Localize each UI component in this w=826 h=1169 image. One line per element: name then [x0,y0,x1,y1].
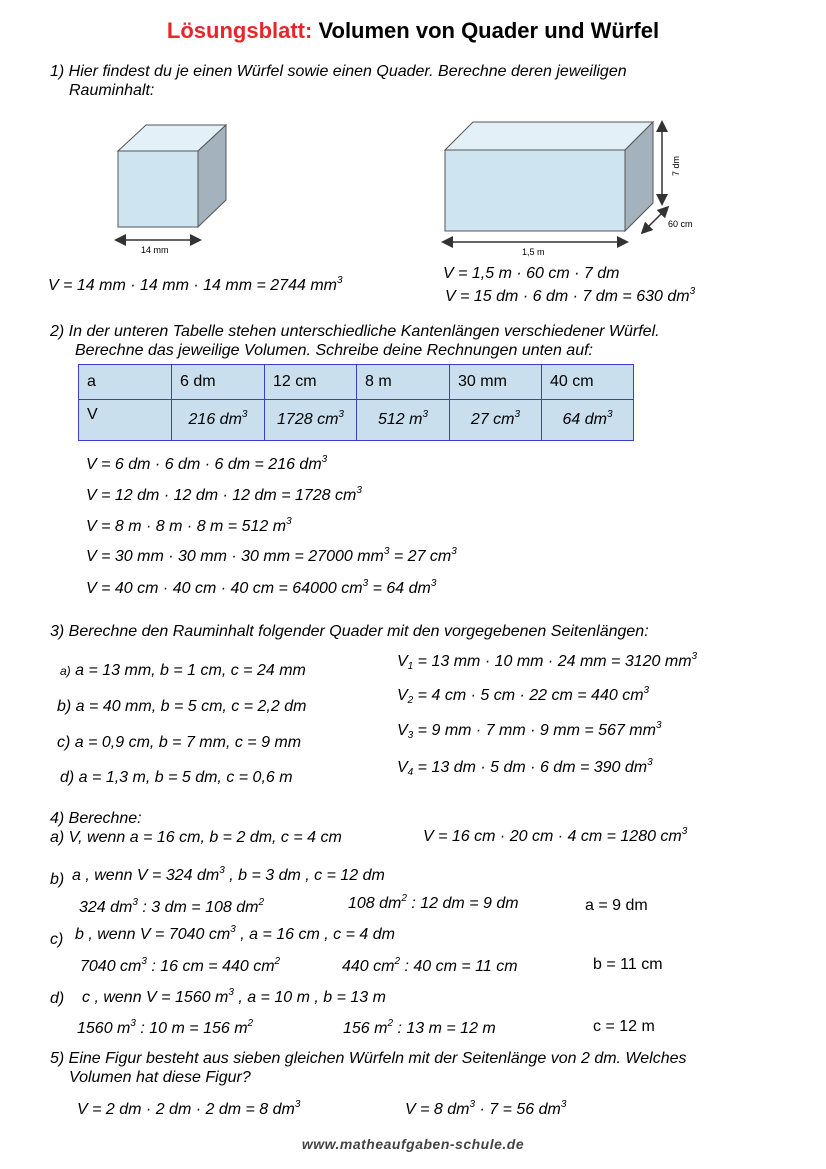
footer-website: www.matheaufgaben-schule.de [301,1136,525,1152]
task4-b-step1: 324 $dm^3$ : 3 dm = 108 $dm^2$ [79,897,265,916]
task4-heading: 4) Berechne: [50,810,142,827]
task3-heading: 3) Berechne den Rauminhalt folgender Quader mit den vorgegebenen Seitenlängen: [50,623,649,640]
task2-calc-2: V = 12 dm · 12 dm · 12 dm = 1728 $cm^3$ [86,485,362,504]
task4-d-result: c = 12 m [593,1018,655,1035]
task1-figures [0,0,826,320]
task4-a-text: a) V, wenn a = 16 cm, b = 2 dm, c = 4 cm [50,829,342,846]
table-row-volumes [79,400,634,441]
task4-c-result: b = 11 cm [593,956,663,973]
task4-d-label: d) [50,990,65,1007]
task1-line1: 1) Hier findest du je einen Würfel sowie einen Quader. Berechne deren jeweiligen [50,63,627,80]
task4-b-text: a , wenn V = 324 $dm^3$ , b = 3 dm , c = 12 dm [72,865,385,884]
task2-calc-5: V = 40 cm · 40 cm · 40 cm = 64000 $cm^3 = 64$ $dm^3$ [86,578,437,597]
task3-solution-1: $V_1 = 13$ mm · 10 mm · 24 mm = 3120 $mm^3$ [397,651,698,672]
cube-figure [118,125,226,255]
table-cell: 8 m [357,365,450,400]
box-length-label: 1,5 m [522,247,545,257]
task4-c-step1: 7040 $cm^3$ : 16 cm = 440 $cm^2$ [80,956,281,975]
task3-item-a: a) a = 13 mm, b = 1 cm, c = 24 mm [60,662,306,679]
box-figure [445,122,693,257]
title-main: Volumen von Quader und Würfel [318,18,660,43]
table-cell: 512 $m^3$ [357,400,450,441]
table-cell: 64 $dm^3$ [542,400,634,441]
task4-c-label: c) [50,931,64,948]
task4-b-step2: 108 $dm^2$ : 12 dm = 9 dm [348,893,519,912]
task4-c-step2: 440 $cm^2$ : 40 cm = 11 cm [342,956,518,975]
table-cell: 12 cm [265,365,357,400]
task5-solution-1: V = 2 dm · 2 dm · 2 dm = 8 $dm^3$ [77,1099,301,1118]
task4-a-solution: V = 16 cm · 20 cm · 4 cm = 1280 $cm^3$ [423,826,688,845]
table-cell: 30 mm [450,365,542,400]
task2-calc-1: V = 6 dm · 6 dm · 6 dm = 216 $dm^3$ [86,454,328,473]
task3-item-c: c) a = 0,9 cm, b = 7 mm, c = 9 mm [57,734,302,751]
task5-solution-2: V = 8 $dm^3 \cdot 7 = 56$ $dm^3$ [405,1099,567,1118]
box-depth-arrow [645,210,665,230]
task3-item-b: b) a = 40 mm, b = 5 cm, c = 2,2 dm [57,698,307,715]
table-cell: a [79,365,172,400]
task3-solution-2: $V_2 = 4$ cm · 5 cm · 22 cm = 440 $cm^3$ [397,685,650,706]
task4-c-text: b , wenn V = 7040 $cm^3$ , a = 16 cm , c = 4 dm [75,924,395,943]
task1-cube-solution: V = 14 mm · 14 mm · 14 mm = 2744 $mm^3$ [48,275,343,294]
task2-calc-3: V = 8 m · 8 m · 8 m = 512 $m^3$ [86,516,292,535]
task4-b-result: a = 9 dm [585,897,648,914]
table-cell: V [79,400,172,441]
box-height-label: 7 dm [671,155,681,176]
task2-calc-4: V = 30 mm · 30 mm · 30 mm = 27000 $mm^3 = 27$ $cm^3$ [86,546,457,565]
table-cell: 1728 $cm^3$ [265,400,357,441]
task4-d-step1: 1560 $m^3$ : 10 m = 156 $m^2$ [77,1018,254,1037]
task2-line1: 2) In der unteren Tabelle stehen unterschiedliche Kantenlängen verschiedener Würfel. [50,323,660,340]
task1-line2: Rauminhalt: [69,82,155,99]
task4-d-step2: 156 $m^2$ : 13 m = 12 m [343,1018,496,1037]
task4-b-label: b) [50,871,65,888]
task3-item-d: d) a = 1,3 m, b = 5 dm, c = 0,6 m [60,769,293,786]
title-prefix: Lösungsblatt: [166,18,313,43]
task1-box-solution-2: V = 15 dm · 6 dm · 7 dm = 630 $dm^3$ [445,286,696,305]
task3-solution-3: $V_3 = 9$ mm · 7 mm · 9 mm = 567 $mm^3$ [397,720,662,741]
task5-line2: Volumen hat diese Figur? [69,1069,251,1086]
task1-box-solution-1: V = 1,5 m · 60 cm · 7 dm [443,265,620,282]
table-row-edges [79,365,634,400]
table-cell: 6 dm [172,365,265,400]
table-cell: 27 $cm^3$ [450,400,542,441]
table-cell: 40 cm [542,365,634,400]
task2-line2: Berechne das jeweilige Volumen. Schreibe deine Rechnungen unten auf: [75,342,593,359]
task5-line1: 5) Eine Figur besteht aus sieben gleichen Würfeln mit der Seitenlänge von 2 dm. Welches [50,1050,687,1067]
box-depth-label: 60 cm [668,219,693,229]
task3-solution-4: $V_4 = 13$ dm · 5 dm · 6 dm = 390 $dm^3$ [397,757,653,778]
table-cell: 216 $dm^3$ [172,400,265,441]
cube-label: 14 mm [141,245,169,255]
edge-volume-table [78,364,634,441]
task4-d-text: c , wenn V = 1560 $m^3$ , a = 10 m , b = 13 m [82,987,386,1006]
